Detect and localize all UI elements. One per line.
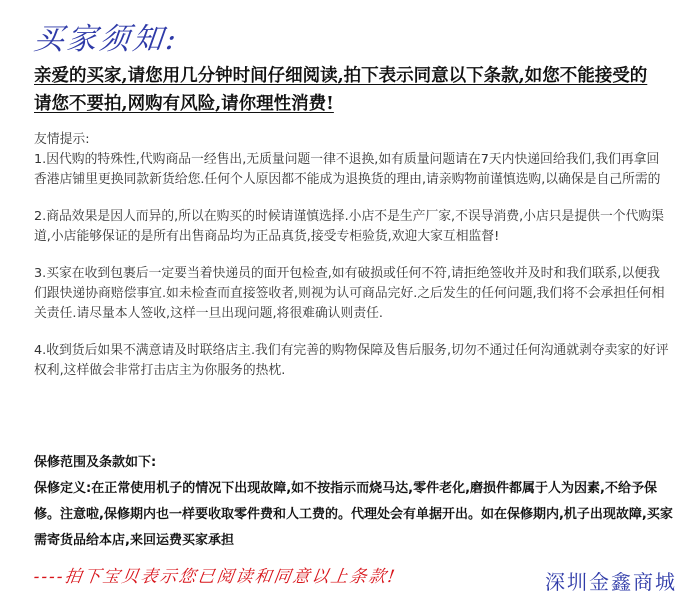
tip-item-3: 3.买家在收到包裹后一定要当着快递员的面开包检查,如有破损或任何不符,请拒绝签收并及时和我们联系,以便我们跟快递协商赔偿事宜.如未检查而直接签收者,则视为认可商品完好.之后发生的任何问题,我们将不会承担任何相关责任.请尽量本人签收,这样一旦出现问题,将很难确认则责任. xyxy=(34,266,665,321)
agreement-note: ----拍下宝贝表示您已阅读和同意以上条款! xyxy=(32,567,398,587)
warranty-section xyxy=(34,450,674,554)
tip-item-4: 4.收到货后如果不满意请及时联络店主.我们有完善的购物保障及售后服务,切勿不通过任何沟通就剥夺卖家的好评权利,这样做会非常打击店主为你服务的热枕. xyxy=(34,343,669,378)
tips-section xyxy=(34,130,670,398)
warranty-heading: 保修范围及条款如下: xyxy=(34,455,157,470)
tips-heading: 友情提示: xyxy=(34,132,90,147)
shop-name-watermark: 深圳金鑫商城 xyxy=(545,570,677,594)
headline-notice: 亲爱的买家,请您用几分钟时间仔细阅读,拍下表示同意以下条款,如您不能接受的请您不要拍,网购有风险,请你理性消费! xyxy=(34,66,648,114)
page-title: 买家须知: xyxy=(31,22,181,57)
tip-item-2: 2.商品效果是因人而异的,所以在购买的时候请谨慎选择.小店不是生产厂家,不误导消费,小店只是提供一个代购渠道,小店能够保证的是所有出售商品均为正品真货,接受专柜验货,欢迎大家互相监督! xyxy=(34,209,664,244)
tip-item-1: 1.因代购的特殊性,代购商品一经售出,无质量问题一律不退换,如有质量问题请在7天内快递回给我们,我们再拿回香港店铺里更换同款新货给您.任何个人原因都不能成为退换货的理由,请亲购物前谨慎选购,以确保是自己所需的 xyxy=(34,152,661,187)
warranty-body: 保修定义:在正常使用机子的情况下出现故障,如不按指示而烧马达,零件老化,磨损件都属于人为因素,不给予保修。注意啦,保修期内也一样要收取零件费和人工费的。代理处会有单据开出。如在保修期内,机子出现故障,买家需寄货品给本店,来回运费买家承担 xyxy=(34,481,673,548)
